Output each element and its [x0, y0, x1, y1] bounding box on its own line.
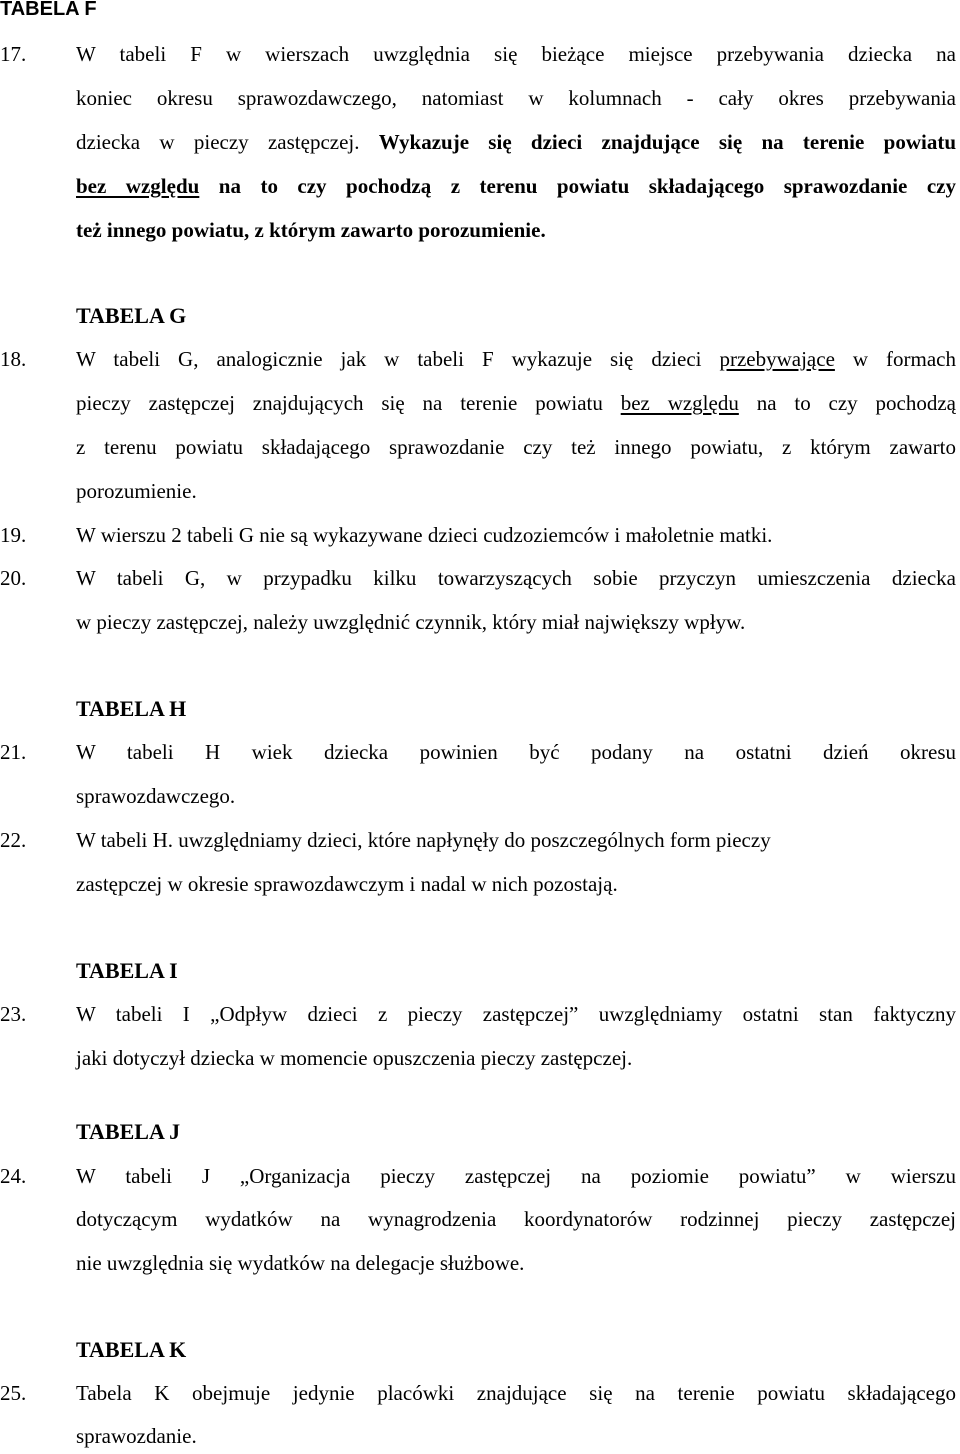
item-24-line-2: dotyczącym wydatków na wynagrodzenia koordynatorów rodzinnej pieczy zastępczej: [76, 1207, 956, 1231]
item-number-17: 17.: [0, 42, 27, 66]
section-heading-j: TABELA J: [76, 1119, 181, 1144]
item-25-line-2: sprawozdanie.: [76, 1424, 197, 1448]
item-17-bold-text: Wykazuje się dzieci znajdujące się na terenie powiatu: [378, 130, 956, 154]
item-number-21: 21.: [0, 740, 27, 764]
section-heading-h: TABELA H: [76, 696, 187, 721]
item-17-line-2: koniec okresu sprawozdawczego, natomiast w kolumnach - cały okres przebywania: [76, 86, 956, 110]
item-18-text-d: na to czy pochodzą: [738, 391, 956, 415]
item-number-22: 22.: [0, 828, 27, 852]
section-heading-g: TABELA G: [76, 303, 187, 328]
item-17-text: dziecka w pieczy zastępczej.: [76, 130, 379, 154]
item-number-19: 19.: [0, 523, 27, 547]
item-17-line-1: W tabeli F w wierszach uwzględnia się bieżące miejsce przebywania dziecka na: [76, 42, 956, 66]
item-23-line-1: W tabeli I „Odpływ dzieci z pieczy zastępczej” uwzględniamy ostatni stan faktyczny: [76, 1002, 956, 1026]
item-18-line-2: [76, 391, 956, 419]
item-21-line-1: W tabeli H wiek dziecka powinien być podany na ostatni dzień okresu: [76, 740, 956, 764]
item-23-line-2: jaki dotyczył dziecka w momencie opuszczenia pieczy zastępczej.: [76, 1046, 633, 1070]
item-17-line-4: [76, 174, 956, 202]
item-20-line-1: W tabeli G, w przypadku kilku towarzyszących sobie przyczyn umieszczenia dziecka: [76, 566, 956, 590]
item-19-line-1: W wierszu 2 tabeli G nie są wykazywane dzieci cudzoziemców i małoletnie matki.: [76, 523, 773, 547]
item-24-line-1: W tabeli J „Organizacja pieczy zastępczej na poziomie powiatu” w wierszu: [76, 1164, 956, 1188]
item-number-20: 20.: [0, 566, 27, 590]
item-18-text-c: pieczy zastępczej znajdujących się na terenie powiatu: [76, 391, 621, 415]
item-17-line-3: [76, 130, 956, 158]
section-heading-k: TABELA K: [76, 1337, 187, 1362]
item-17-line-5: też innego powiatu, z którym zawarto porozumienie.: [76, 218, 546, 242]
item-20-line-2: w pieczy zastępczej, należy uwzględnić czynnik, który miał największy wpływ.: [76, 610, 746, 634]
item-24-line-3: nie uwzględnia się wydatków na delegacje służbowe.: [76, 1251, 525, 1275]
item-17-underlined: bez względu: [76, 174, 200, 198]
item-25-line-1: Tabela K obejmuje jedynie placówki znajdujące się na terenie powiatu składającego: [76, 1381, 956, 1405]
item-number-18: 18.: [0, 347, 27, 371]
item-17-bold-cont: na to czy pochodzą z terenu powiatu składającego sprawozdanie czy: [199, 174, 956, 198]
item-21-line-2: sprawozdawczego.: [76, 784, 236, 808]
item-number-23: 23.: [0, 1002, 27, 1026]
section-heading-i: TABELA I: [76, 958, 178, 983]
page-header: TABELA F: [0, 0, 97, 20]
item-number-25: 25.: [0, 1381, 27, 1405]
item-18-text-a: W tabeli G, analogicznie jak w tabeli F wykazuje się dzieci: [76, 347, 720, 371]
item-18-text-b: w formach: [834, 347, 956, 371]
item-18-line-3: z terenu powiatu składającego sprawozdanie czy też innego powiatu, z którym zawarto: [76, 435, 956, 459]
item-number-24: 24.: [0, 1164, 27, 1188]
item-22-line-1: W tabeli H. uwzględniamy dzieci, które napłynęły do poszczególnych form pieczy: [76, 828, 771, 852]
item-18-line-1: [76, 347, 956, 375]
item-18-line-4: porozumienie.: [76, 479, 197, 503]
item-18-underlined-b: bez względu: [620, 391, 739, 415]
item-18-underlined-a: przebywające: [719, 347, 835, 371]
item-22-line-2: zastępczej w okresie sprawozdawczym i nadal w nich pozostają.: [76, 872, 618, 896]
